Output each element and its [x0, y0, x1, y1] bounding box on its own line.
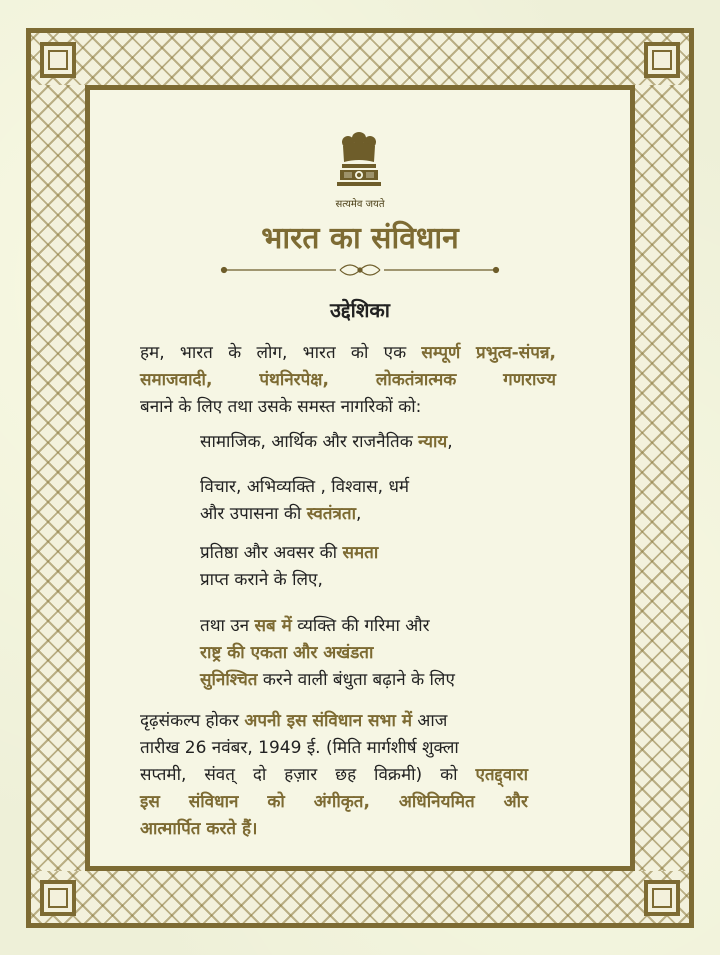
preamble-line: राष्ट्र की एकता और अखंडता — [200, 643, 374, 663]
corner-ornament-top-right — [644, 42, 680, 78]
line-text: , — [447, 432, 453, 452]
line-text: सामाजिक, आर्थिक और राजनैतिक — [200, 432, 419, 452]
preamble-closing — [140, 708, 580, 843]
ornamental-border-right — [635, 85, 689, 871]
corner-ornament-bottom-left — [40, 880, 76, 916]
line-text: सप्तमी, संवत् दो हज़ार छह विक्रमी) को — [140, 765, 476, 785]
corner-ornament-top-left — [40, 42, 76, 78]
equality-clause — [200, 540, 378, 594]
preamble-line: विचार, अभिव्यक्ति , विश्वास, धर्म — [200, 477, 410, 497]
justice-clause — [200, 429, 453, 456]
preamble-heading: उद्देशिका — [330, 298, 390, 322]
line-highlight: सब में — [254, 616, 292, 636]
line-text: करने वाली बंधुता बढ़ाने के लिए — [257, 670, 455, 690]
preamble-line: तारीख 26 नवंबर, 1949 ई. (मिति मार्गशीर्ष शुक्ला — [140, 738, 459, 758]
ornamental-border-bottom — [31, 871, 689, 923]
line-text: प्रतिष्ठा और अवसर की — [200, 543, 343, 563]
line-text: आज — [412, 711, 448, 731]
line-highlight: सम्पूर्ण प्रभुत्व-संपन्न, — [421, 343, 556, 363]
preamble-line: आत्मार्पित करते हैं। — [140, 819, 258, 839]
preamble-line: इस संविधान को अंगीकृत, अधिनियमित और — [140, 792, 528, 812]
line-text: दृढ़संकल्प होकर — [140, 711, 245, 731]
liberty-clause — [200, 474, 409, 528]
title-divider-ornament — [218, 258, 502, 282]
ornamental-border-top — [31, 33, 689, 85]
preamble-line: बनाने के लिए तथा उसके समस्त नागरिकों को: — [140, 397, 422, 417]
line-text: तथा उन — [200, 616, 255, 636]
preamble-line — [200, 667, 455, 694]
preamble-line — [200, 540, 378, 567]
line-text: , — [355, 504, 362, 524]
preamble-line: समाजवादी, पंथनिरपेक्ष, लोकतंत्रात्मक गणराज्य — [140, 370, 556, 390]
page-title: भारत का संविधान — [261, 221, 459, 256]
ornamental-border-left — [31, 85, 85, 871]
preamble-line — [200, 613, 455, 640]
line-text: व्यक्ति की गरिमा और — [291, 616, 430, 636]
line-text: और उपासना की — [200, 504, 307, 524]
corner-ornament-bottom-right — [644, 880, 680, 916]
preamble-line — [140, 708, 580, 735]
line-highlight: न्याय — [418, 432, 448, 452]
line-highlight: समता — [342, 543, 379, 563]
ashoka-emblem-icon — [334, 128, 384, 194]
line-highlight: एतद्द्वारा — [475, 765, 528, 785]
preamble-opening — [140, 340, 580, 421]
line-highlight: सुनिश्चित — [200, 670, 258, 690]
fraternity-clause — [200, 613, 455, 694]
preamble-line — [140, 762, 528, 789]
emblem-motto: सत्यमेव जयते — [335, 199, 385, 210]
line-highlight: अपनी इस संविधान सभा में — [244, 711, 412, 731]
preamble-line — [140, 340, 556, 367]
preamble-line — [200, 501, 409, 528]
preamble-line: प्राप्त कराने के लिए, — [200, 570, 323, 590]
line-highlight: स्वतंत्रता — [306, 504, 356, 524]
preamble-content — [90, 90, 630, 866]
line-text: हम, भारत के लोग, भारत को एक — [140, 343, 422, 363]
